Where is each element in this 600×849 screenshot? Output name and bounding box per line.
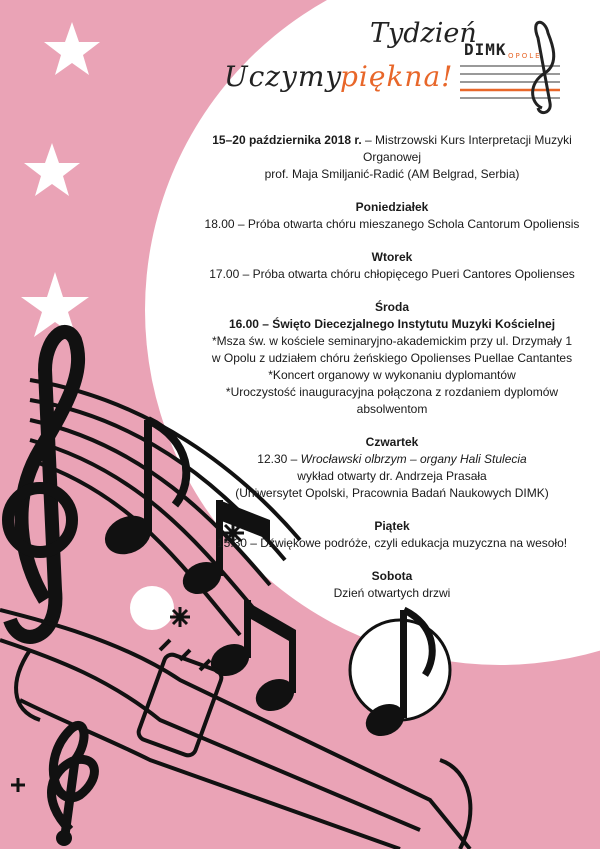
programme [190,132,594,602]
day-thursday: Czwartek [365,435,419,449]
small-treble-clef-icon [51,725,94,846]
treble-clef-logo-icon [533,22,554,112]
wednesday-line1: *Msza św. w kościele seminaryjno-akademickim przy ul. Drzymały 1 [211,334,573,348]
wednesday-headline: 16.00 – Święto Diecezjalnego Instytutu Muzyki Kościelnej [228,317,556,331]
thursday-line1 [190,451,594,468]
logo-opole: OPOLE [508,52,542,60]
wednesday-line2: w Opolu z udziałem chóru żeńskiego Opolienses Puellae Cantantes [211,351,573,365]
thursday-title: Wrocławski olbrzym – organy Hali Stulecia [300,452,527,466]
intro-dates: 15–20 października 2018 r. [212,133,362,147]
day-monday: Poniedziałek [355,200,429,214]
day-friday: Piątek [374,519,410,533]
title-week: Tydzień [370,18,477,49]
logo-dimk: DIMK [464,40,507,59]
thursday-line2: wykład otwarty dr. Andrzeja Prasała [297,469,487,483]
treble-clef-icon [8,332,78,637]
intro-line1 [190,132,594,166]
intro-teacher: prof. Maja Smiljanić-Radić (AM Belgrad, Serbia) [264,167,520,181]
monday-line1: 18.00 – Próba otwarta chóru mieszanego Schola Cantorum Opoliensis [204,217,580,231]
star-icon [44,22,100,75]
thursday-line3: (Uniwersytet Opolski, Pracownia Badań Naukowych DIMK) [235,486,549,500]
music-note-icon [99,420,187,561]
thursday-time: 12.30 – [257,452,301,466]
tuesday-line1: 17.00 – Próba otwarta chóru chłopięcego Pueri Cantores Opolienses [209,267,575,281]
saturday-line1: Dzień otwartych drzwi [333,586,451,600]
wednesday-line3: *Koncert organowy w wykonaniu dyplomantów [268,368,516,382]
star-icon [21,272,89,337]
white-dot [130,586,174,630]
star-icons [21,22,100,337]
star-icon [24,143,80,196]
title-learn: Uczymy [224,60,343,93]
intro-course: – Mistrzowski Kurs Interpretacji Muzyki Organowej [361,133,572,164]
day-saturday: Sobota [371,569,413,583]
title-beauty: piękna! [340,60,454,93]
wednesday-line4: *Uroczystość inauguracyjna połączona z rozdaniem dyplomów absolwentom [225,385,559,416]
header [210,8,600,118]
friday-line1: 15.30 – Dźwiękowe podróże, czyli edukacja muzyczna na wesoło! [216,536,568,550]
day-wednesday: Środa [374,300,409,314]
day-tuesday: Wtorek [371,250,413,264]
